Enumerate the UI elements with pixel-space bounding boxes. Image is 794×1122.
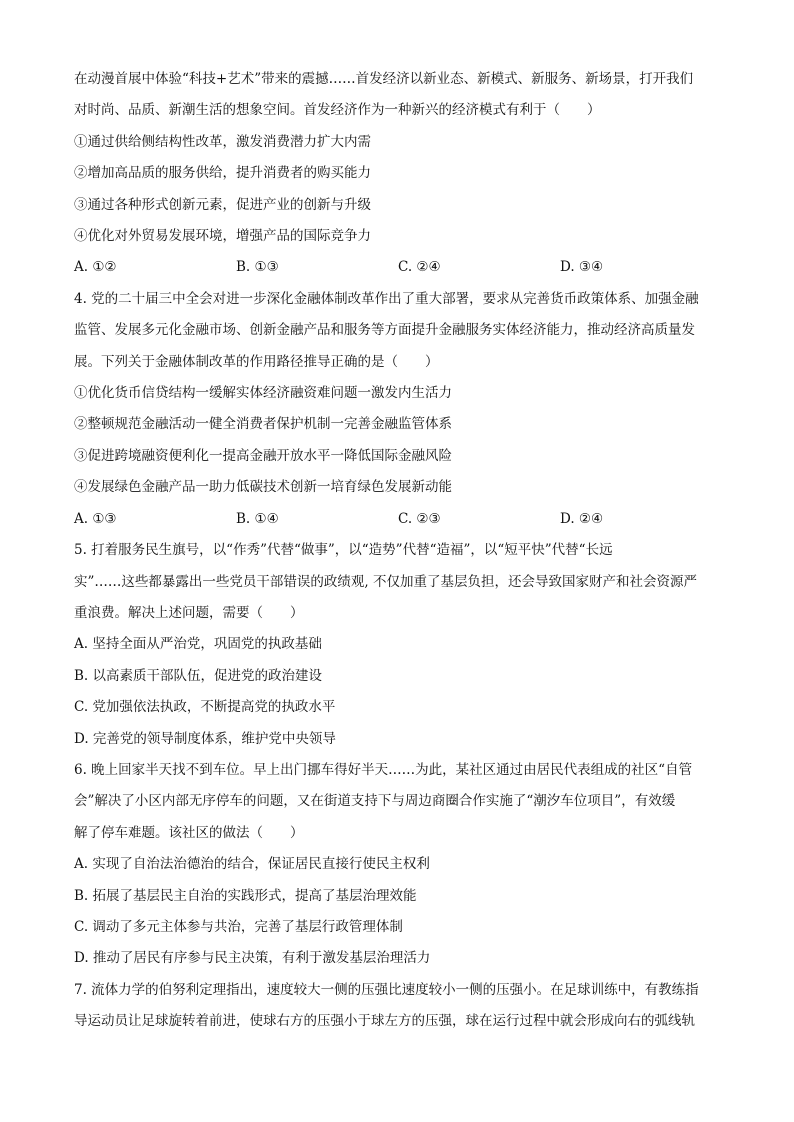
question-6 — [74, 755, 724, 975]
option-c: C. 党加强依法执政，不断提高党的执政水平 — [74, 699, 336, 716]
question-stem-line: 解了停车难题。该社区的做法（ ） — [74, 824, 304, 841]
option-c: C. 调动了多元主体参与共治，完善了基层行政管理体制 — [74, 918, 403, 935]
question-stem-line: 对时尚、品质、新潮生活的想象空间。首发经济作为一种新兴的经济模式有利于（ ） — [74, 102, 601, 119]
statement-3: ③促进跨境融资便利化一提高金融开放水平一降低国际金融风险 — [74, 447, 452, 464]
option-a: A. 实现了自治法治德治的结合，保证居民直接行使民主权利 — [74, 856, 430, 873]
choice-a: A. ①③ — [74, 510, 117, 527]
question-stem-line: 实”……这些都暴露出一些党员干部错误的政绩观, 不仅加重了基层负担，还会导致国家财产和社会资源严 — [74, 573, 697, 590]
statement-1: ①优化货币信贷结构一缓解实体经济融资难问题一激发内生活力 — [74, 385, 452, 402]
question-7 — [74, 975, 724, 1038]
question-4 — [74, 284, 724, 535]
choice-a: A. ①② — [74, 259, 117, 276]
question-stem-line: 7. 流体力学的伯努利定理指出，速度较大一侧的压强比速度较小一侧的压强小。在足球训练中，有教练指 — [74, 981, 699, 998]
statement-4: ④发展绿色金融产品一助力低碳技术创新一培育绿色发展新动能 — [74, 479, 452, 496]
option-a: A. 坚持全面从严治党，巩固党的执政基础 — [74, 636, 322, 653]
option-b: B. 拓展了基层民主自治的实践形式，提高了基层治理效能 — [74, 887, 417, 904]
option-d: D. 推动了居民有序参与民主决策，有利于激发基层治理活力 — [74, 950, 431, 967]
choice-d: D. ②④ — [560, 510, 604, 527]
question-stem-line: 4. 党的二十届三中全会对进一步深化金融体制改革作出了重大部署，要求从完善货币政策体系、加强金融 — [74, 290, 699, 307]
choice-d: D. ③④ — [560, 259, 604, 276]
question-stem-line: 展。下列关于金融体制改革的作用路径推导正确的是（ ） — [74, 353, 439, 370]
statement-1: ①通过供给侧结构性改革，激发消费潜力扩大内需 — [74, 133, 371, 150]
question-5 — [74, 535, 724, 755]
statement-4: ④优化对外贸易发展环境，增强产品的国际竞争力 — [74, 228, 371, 245]
question-stem-line: 导运动员让足球旋转着前进，使球右方的压强小于球左方的压强，球在运行过程中就会形成向右的弧线轨 — [74, 1013, 695, 1030]
choice-c: C. ②④ — [398, 259, 441, 276]
question-stem-line: 在动漫首展中体验“科技+艺术”带来的震撼……首发经济以新业态、新模式、新服务、新场景，打开我们 — [74, 71, 694, 87]
answer-choices — [74, 252, 724, 283]
statement-2: ②增加高品质的服务供给，提升消费者的购买能力 — [74, 165, 371, 182]
question-stem-line: 会”解决了小区内部无序停车的问题，又在街道支持下与周边商圈合作实施了“潮汐车位项目”，有效缓 — [74, 793, 676, 810]
choice-b: B. ①③ — [236, 259, 279, 276]
option-d: D. 完善党的领导制度体系，维护党中央领导 — [74, 730, 336, 747]
question-3 — [74, 64, 724, 284]
choice-c: C. ②③ — [398, 510, 441, 527]
question-stem-line: 6. 晚上回家半天找不到车位。早上出门挪车得好半天……为此，某社区通过由居民代表组成的社区“自管 — [74, 761, 693, 778]
option-b: B. 以高素质干部队伍，促进党的政治建设 — [74, 667, 323, 684]
exam-page — [74, 64, 724, 1038]
statement-3: ③通过各种形式创新元素，促进产业的创新与升级 — [74, 196, 371, 213]
statement-2: ②整顿规范金融活动一健全消费者保护机制一完善金融监管体系 — [74, 416, 452, 433]
choice-b: B. ①④ — [236, 510, 279, 527]
answer-choices — [74, 504, 724, 535]
question-stem-line: 重浪费。解决上述问题，需要（ ） — [74, 604, 304, 621]
question-stem-line: 监管、发展多元化金融市场、创新金融产品和服务等方面提升金融服务实体经济能力，推动经济高质量发 — [74, 322, 695, 339]
question-stem-line: 5. 打着服务民生旗号，以“作秀”代替“做事”，以“造势”代替“造福”，以“短平快”代替“长远 — [74, 542, 613, 559]
